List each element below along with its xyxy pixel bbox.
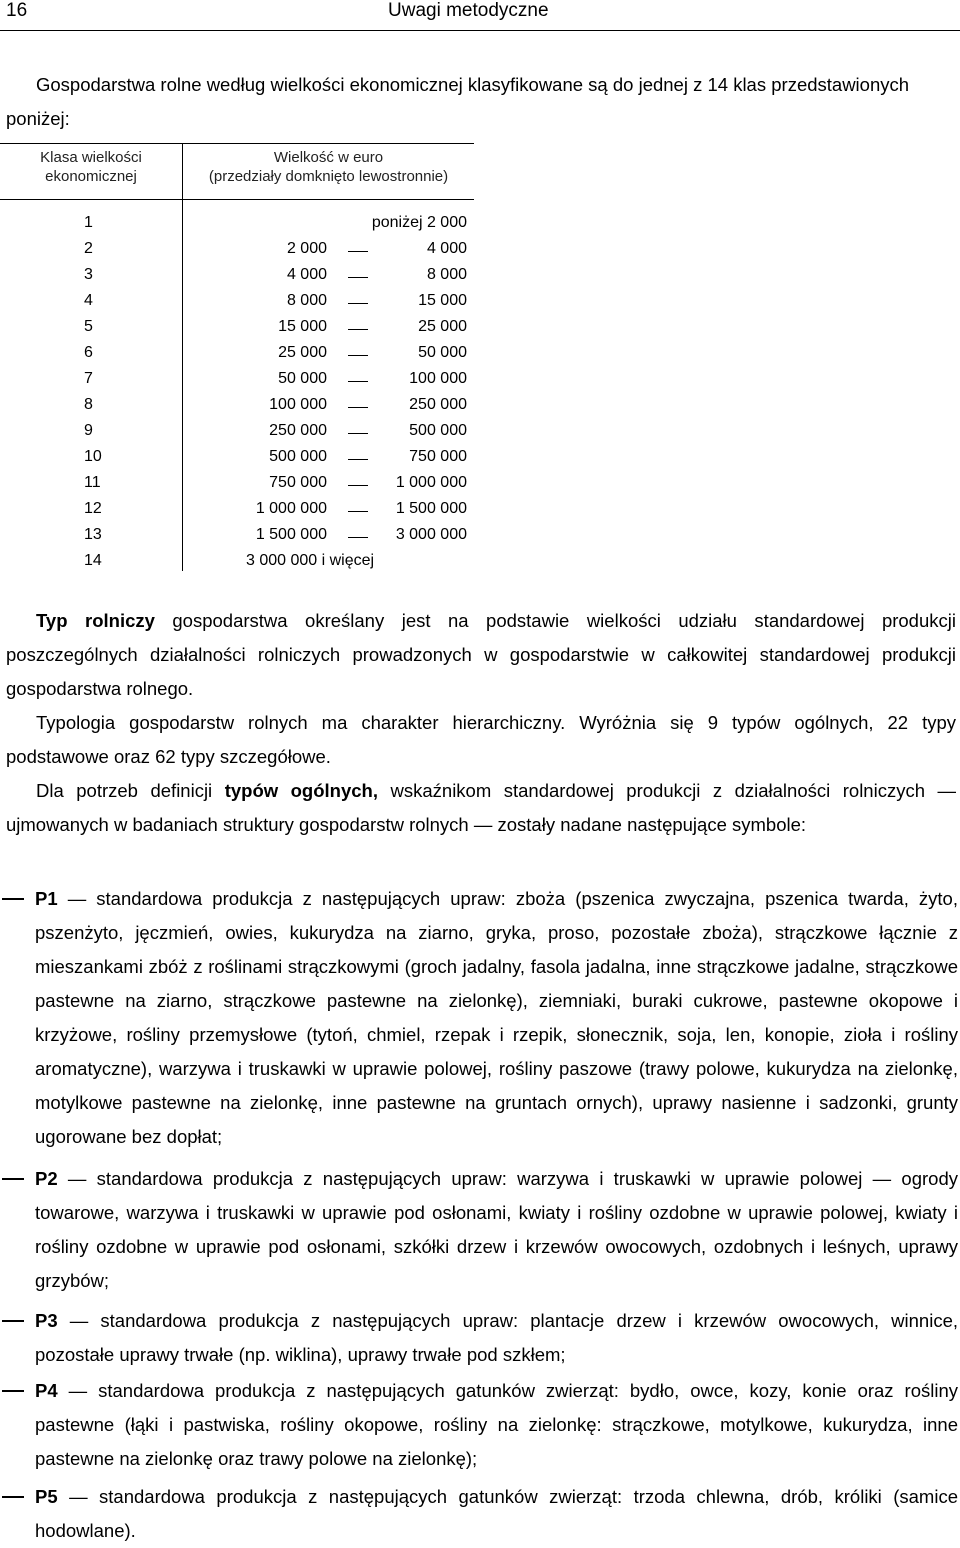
symbol-description: — standardowa produkcja z następujących upraw: zboża (pszenica zwyczajna, pszenica twarda, żyto, pszenżyto, jęczmień, owies, kukurydza na ziarno, gryka, proso, pozostałe zboża), strączkowe łącznie z mieszankami zbóż z roślinami strączkowymi (groch jadalny, fasola jadalna, inne strączkowe jadalne, strączkowe pastewne na ziarno, strączkowe pastewne na zielonkę), ziemniaki, buraki cukrowe, pastewne okopowe i krzyżowe, rośliny przemysłowe (tytoń, chmiel, rzepak i rzepik, słonecznik, soja, len, konopie, zioła i rośliny aromatyczne), warzywa i truskawki w uprawie polowej, rośliny paszowe (trawy polowe, kukurydza na zielonkę, motylkowe pastewne na zielonkę, inne pastewne na gruntach ornych), uprawy nasienne i sadzonki, grunty ugorowane bez dopłat; [35,888,958,1147]
list-item [0,1374,958,1476]
table-header-size-line2: (przedziały domknięto lewostronnie) [208,168,449,185]
table-header-size [183,148,474,186]
row-to: 4 000 [426,240,467,257]
table-row [0,292,474,318]
table-top-rule [0,143,474,144]
table-row [0,344,474,370]
row-to: 3 000 000 [395,526,467,543]
table-row [0,448,474,474]
row-from: 50 000 [278,370,327,387]
table-header-class [0,148,182,186]
table-header-size-line1: Wielkość w euro [273,149,384,166]
row-from: 1 000 000 [255,500,327,517]
dash-bullet [2,1496,24,1498]
running-title: Uwagi metodyczne [388,0,549,21]
row-from: 25 000 [278,344,327,361]
row-from: 500 000 [269,448,327,465]
table-row [0,526,474,552]
table-row [0,240,474,266]
row-class: 11 [84,474,101,491]
page-header [0,0,960,31]
list-item [0,1162,958,1298]
row-class: 6 [84,344,93,361]
body-text [6,604,956,842]
symbol-code: P4 [35,1380,58,1401]
list-item [0,1480,958,1548]
row-to: 250 000 [409,396,467,413]
list-item [0,882,958,1154]
row-to: 50 000 [418,344,467,361]
row-to: 500 000 [409,422,467,439]
paragraph-typology [6,706,956,774]
row-class: 2 [84,240,93,257]
table-header-rule [0,199,474,200]
table-header-class-line1: Klasa wielkości [40,149,142,166]
row-range: 3 000 000 i więcej [246,552,375,569]
table-row [0,474,474,500]
table-row [0,214,474,240]
intro-paragraph [6,68,954,136]
symbol-description: — standardowa produkcja z następujących gatunków zwierząt: trzoda chlewna, drób, króliki (samice hodowlane). [35,1486,958,1541]
row-class: 1 [84,214,93,231]
paragraph-typology-text: Typologia gospodarstw rolnych ma charakter hierarchiczny. Wyróżnia się 9 typów ogólnych, 22 typy podstawowe oraz 62 typy szczegółowe. [6,712,956,767]
row-class: 10 [84,448,102,465]
table-row [0,500,474,526]
row-class: 9 [84,422,93,439]
symbol-description: — standardowa produkcja z następujących upraw: plantacje drzew i krzewów owocowych, winnice, pozostałe uprawy trwałe (np. wiklina), uprawy trwałe pod szkłem; [35,1310,958,1365]
row-to: 25 000 [418,318,467,335]
term-farm-type: Typ rolniczy [36,610,155,631]
row-to: 1 000 000 [395,474,467,491]
term-general-types: typów ogólnych, [224,780,378,801]
paragraph-symbols-text: wskaźnikom standardowej produkcji z działalności rolniczych — ujmowanych w badaniach struktury gospodarstw rolnych — zostały nadane następujące symbole: [6,780,956,835]
table-row [0,318,474,344]
table-row [0,396,474,422]
row-to: 750 000 [409,448,467,465]
row-class: 4 [84,292,93,309]
row-from: 2 000 [286,240,327,257]
list-item [0,1304,958,1372]
row-from: 4 000 [286,266,327,283]
row-class: 7 [84,370,93,387]
row-to: 100 000 [409,370,467,387]
table-row [0,266,474,292]
paragraph-symbols-start: Dla potrzeb definicji [36,780,225,801]
table-row [0,422,474,448]
row-from: 750 000 [269,474,327,491]
row-to: 8 000 [426,266,467,283]
row-from: 15 000 [278,318,327,335]
row-range: poniżej 2 000 [371,214,467,231]
table-row [0,370,474,396]
row-class: 14 [84,552,102,569]
row-from: 250 000 [269,422,327,439]
row-class: 3 [84,266,93,283]
row-class: 12 [84,500,102,517]
table-header-class-line2: ekonomicznej [45,168,137,185]
symbol-description: — standardowa produkcja z następujących upraw: warzywa i truskawki w uprawie polowej — ogrody towarowe, warzywa i truskawki w uprawie pod osłonami, kwiaty i rośliny ozdobne w uprawie polowej, kwiaty i rośliny ozdobne w uprawie pod osłonami, szkółki drzew i krzewów owocowych, ozdobnych i leśnych, uprawy grzybów; [35,1168,958,1291]
intro-text: Gospodarstwa rolne według wielkości ekonomicznej klasyfikowane są do jednej z 14 klas przedstawionych poniżej: [6,74,910,129]
symbol-code: P2 [35,1168,58,1189]
dash-bullet [2,1320,24,1322]
symbol-code: P3 [35,1310,58,1331]
paragraph-symbols [6,774,956,842]
table-row [0,552,474,578]
dash-bullet [2,898,24,900]
row-from: 8 000 [286,292,327,309]
paragraph-farm-type [6,604,956,706]
row-to: 1 500 000 [395,500,467,517]
row-to: 15 000 [418,292,467,309]
dash-bullet [2,1390,24,1392]
symbol-code: P5 [35,1486,58,1507]
dash-bullet [2,1178,24,1180]
symbol-description: — standardowa produkcja z następujących gatunków zwierząt: bydło, owce, kozy, konie oraz rośliny pastewne (łąki i pastwiska, rośliny okopowe, rośliny na zielonkę: strączkowe, motylkowe, kukurydza, inne pastewne na zielonkę oraz trawy polowe na zielonkę); [35,1380,958,1469]
row-class: 13 [84,526,102,543]
row-from: 100 000 [269,396,327,413]
row-from: 1 500 000 [255,526,327,543]
row-class: 5 [84,318,93,335]
page-number: 16 [6,0,28,21]
row-class: 8 [84,396,93,413]
paragraph-farm-type-text: gospodarstwa określany jest na podstawie wielkości udziału standardowej produkcji poszczególnych działalności rolniczych prowadzonych w gospodarstwie w całkowitej standardowej produkcji gospodarstwa rolnego. [6,610,956,699]
symbol-code: P1 [35,888,58,909]
